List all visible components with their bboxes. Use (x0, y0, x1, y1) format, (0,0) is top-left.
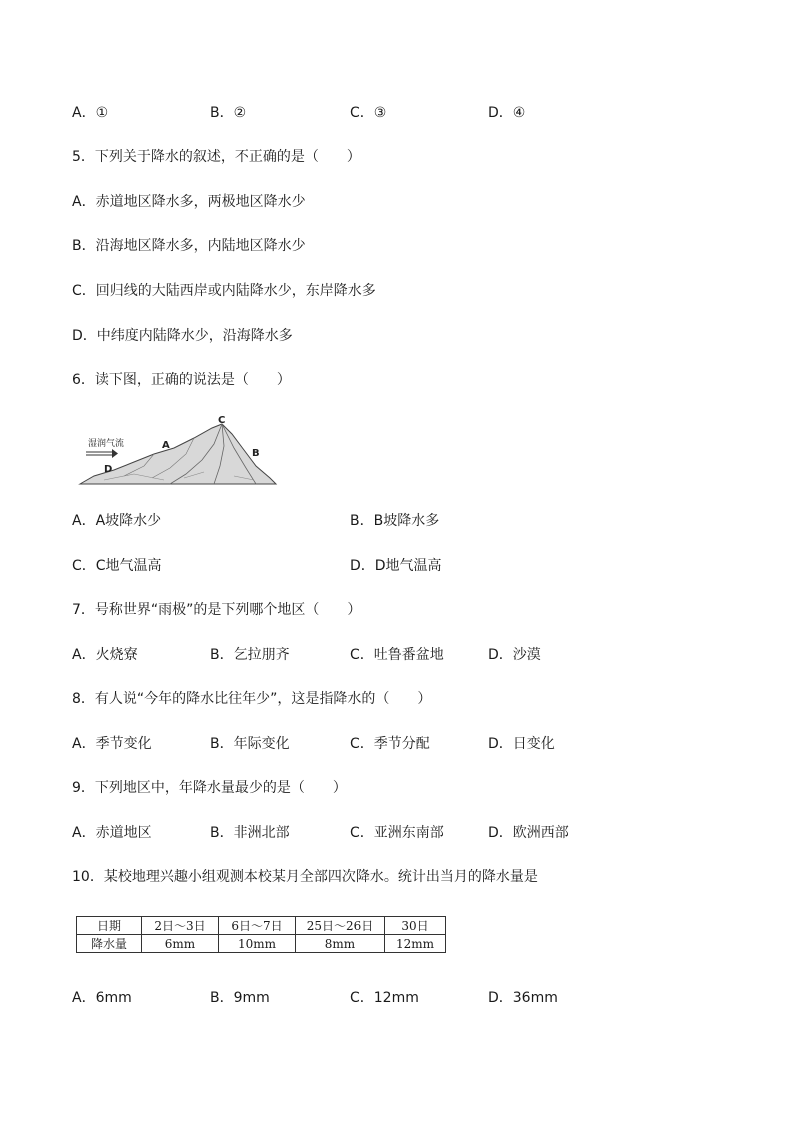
q9-option-d[interactable]: D．欧洲西部 (488, 825, 569, 841)
point-d-label: D (104, 464, 113, 475)
mountain-shape (80, 424, 276, 484)
point-b-label: B (252, 448, 260, 459)
q9-option-b[interactable]: B．非洲北部 (210, 825, 290, 841)
q7-option-c[interactable]: C．吐鲁番盆地 (350, 647, 444, 663)
date-cell: 25日～26日 (296, 917, 385, 935)
q5-option-b[interactable]: B．沿海地区降水多，内陆地区降水少 (72, 238, 306, 254)
amount-cell: 10mm (219, 935, 296, 953)
q4-option-c[interactable]: C．③ (350, 105, 387, 121)
q8-option-b[interactable]: B．年际变化 (210, 736, 290, 752)
q5-option-d[interactable]: D．中纬度内陆降水少，沿海降水多 (72, 328, 293, 344)
date-cell: 6日～7日 (219, 917, 296, 935)
amount-cell: 6mm (142, 935, 219, 953)
q10-option-b[interactable]: B．9mm (210, 990, 270, 1006)
mountain-diagram (74, 414, 278, 490)
q10-stem: 10．某校地理兴趣小组观测本校某月全部四次降水。统计出当月的降水量是 (72, 869, 538, 885)
q5-stem: 5．下列关于降水的叙述，不正确的是（ ） (72, 149, 361, 165)
q7-stem: 7．号称世界“雨极”的是下列哪个地区（ ） (72, 602, 362, 618)
point-a-label: A (162, 440, 170, 451)
amount-cell: 8mm (296, 935, 385, 953)
q4-option-d[interactable]: D．④ (488, 105, 526, 121)
table-row (77, 917, 446, 935)
q7-option-d[interactable]: D．沙漠 (488, 647, 541, 663)
q6-option-a[interactable]: A．A坡降水少 (72, 513, 162, 529)
rainfall-table (76, 916, 446, 953)
date-cell: 30日 (385, 917, 446, 935)
q7-option-a[interactable]: A．火烧寮 (72, 647, 138, 663)
q4-option-a[interactable]: A．① (72, 105, 109, 121)
wind-arrow-icon (86, 449, 118, 458)
q8-stem: 8．有人说“今年的降水比往年少”，这是指降水的（ ） (72, 691, 432, 707)
q7-option-b[interactable]: B．乞拉朋齐 (210, 647, 290, 663)
row-header-date: 日期 (77, 917, 142, 935)
q5-option-c[interactable]: C．回归线的大陆西岸或内陆降水少，东岸降水多 (72, 283, 376, 299)
q9-option-a[interactable]: A．赤道地区 (72, 825, 152, 841)
q10-option-d[interactable]: D．36mm (488, 990, 558, 1006)
q9-option-c[interactable]: C．亚洲东南部 (350, 825, 444, 841)
q8-option-c[interactable]: C．季节分配 (350, 736, 430, 752)
amount-cell: 12mm (385, 935, 446, 953)
table-row (77, 935, 446, 953)
q6-stem: 6．读下图，正确的说法是（ ） (72, 372, 291, 388)
date-cell: 2日～3日 (142, 917, 219, 935)
wind-label: 湿润气流 (88, 439, 125, 449)
q6-option-b[interactable]: B．B坡降水多 (350, 513, 440, 529)
q9-stem: 9．下列地区中，年降水量最少的是（ ） (72, 780, 347, 796)
q6-option-c[interactable]: C．C地气温高 (72, 558, 162, 574)
q8-option-a[interactable]: A．季节变化 (72, 736, 152, 752)
q4-option-b[interactable]: B．② (210, 105, 247, 121)
q6-option-d[interactable]: D．D地气温高 (350, 558, 442, 574)
q8-option-d[interactable]: D．日变化 (488, 736, 555, 752)
point-c-label: C (218, 415, 226, 426)
q10-option-c[interactable]: C．12mm (350, 990, 419, 1006)
q5-option-a[interactable]: A．赤道地区降水多，两极地区降水少 (72, 194, 306, 210)
q10-option-a[interactable]: A．6mm (72, 990, 132, 1006)
row-header-rainfall: 降水量 (77, 935, 142, 953)
